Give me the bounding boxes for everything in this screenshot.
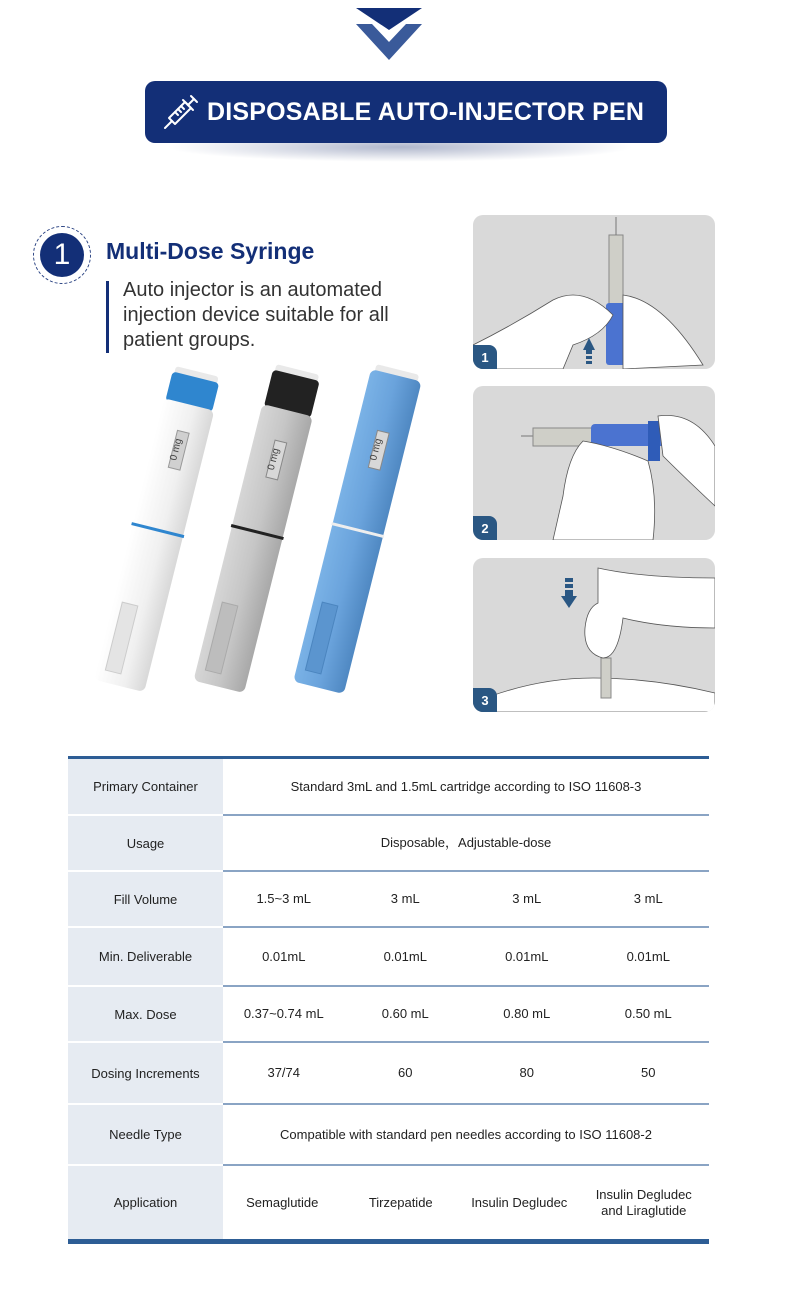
table-row (68, 759, 709, 816)
pen-blue (292, 363, 424, 694)
step-number-badge (33, 226, 91, 284)
banner-title: DISPOSABLE AUTO-INJECTOR PEN (207, 97, 645, 126)
row-label: Usage (68, 816, 223, 872)
row-label: Min. Deliverable (68, 928, 223, 987)
table-cell: Insulin Degludec (471, 1194, 568, 1210)
step-number-1: 1 (473, 345, 497, 369)
step-image-1 (473, 215, 715, 369)
step-image-3 (473, 558, 715, 712)
table-cell: 3 mL (512, 891, 542, 906)
row-label: Dosing Increments (68, 1043, 223, 1105)
table-cell: 0.60 mL (381, 1006, 429, 1021)
row-label: Application (68, 1166, 223, 1239)
section-banner (145, 81, 667, 143)
step-number-3: 3 (473, 688, 497, 712)
section-title: Multi-Dose Syringe (106, 238, 315, 264)
table-row (68, 987, 709, 1043)
table-row (68, 1105, 709, 1166)
step-image-2 (473, 386, 715, 540)
table-cell: 0.01mL (505, 948, 549, 964)
table-row (68, 872, 709, 928)
table-row (68, 816, 709, 872)
syringe-icon (161, 92, 201, 132)
table-cell: Semaglutide (246, 1194, 319, 1210)
table-cell: 3 mL (633, 891, 663, 906)
table-cell: 0.50 mL (624, 1006, 672, 1021)
table-cell: 3 mL (390, 891, 420, 906)
table-cell: 60 (398, 1065, 413, 1080)
table-cell: 0.01mL (262, 948, 306, 964)
table-row (68, 1166, 709, 1239)
table-cell: 0.37~0.74 mL (243, 1006, 324, 1021)
step-number: 1 (40, 233, 84, 277)
hand-holding-pen-illustration (473, 215, 715, 369)
table-cell: Compatible with standard pen needles according to ISO 11608-2 (280, 1126, 652, 1142)
row-label: Needle Type (68, 1105, 223, 1166)
svg-text:0 mg: 0 mg (265, 447, 282, 472)
chevron-down-icon (356, 8, 422, 60)
svg-text:0 mg: 0 mg (168, 437, 185, 462)
table-cell: 0.80 mL (503, 1006, 551, 1021)
description-accent-bar (106, 281, 109, 353)
hand-injecting-illustration (473, 558, 715, 712)
pens-illustration (60, 358, 440, 708)
svg-text:0 mg: 0 mg (368, 437, 385, 462)
step-number-2: 2 (473, 516, 497, 540)
table-row (68, 928, 709, 987)
spec-table (68, 756, 709, 1244)
hand-setting-dose-illustration (473, 386, 715, 540)
table-row (68, 1043, 709, 1105)
table-cell: 0.01mL (626, 948, 670, 964)
table-cell: Insulin Degludec and Liraglutide (595, 1186, 692, 1218)
table-cell: 37/74 (267, 1065, 301, 1080)
section-description: Auto injector is an automated injection device suitable for all patient groups. (123, 279, 389, 351)
table-cell: 1.5~3 mL (256, 891, 312, 906)
table-cell: 50 (641, 1065, 656, 1080)
table-cell: Tirzepatide (368, 1194, 433, 1210)
table-cell: Standard 3mL and 1.5mL cartridge according to ISO 11608-3 (290, 778, 642, 794)
table-cell: Disposable，Adjustable-dose (380, 835, 552, 850)
table-cell: 80 (519, 1065, 534, 1080)
table-cell: 0.01mL (383, 948, 427, 964)
row-label: Fill Volume (68, 872, 223, 928)
row-label: Max. Dose (68, 987, 223, 1043)
row-label: Primary Container (68, 759, 223, 816)
